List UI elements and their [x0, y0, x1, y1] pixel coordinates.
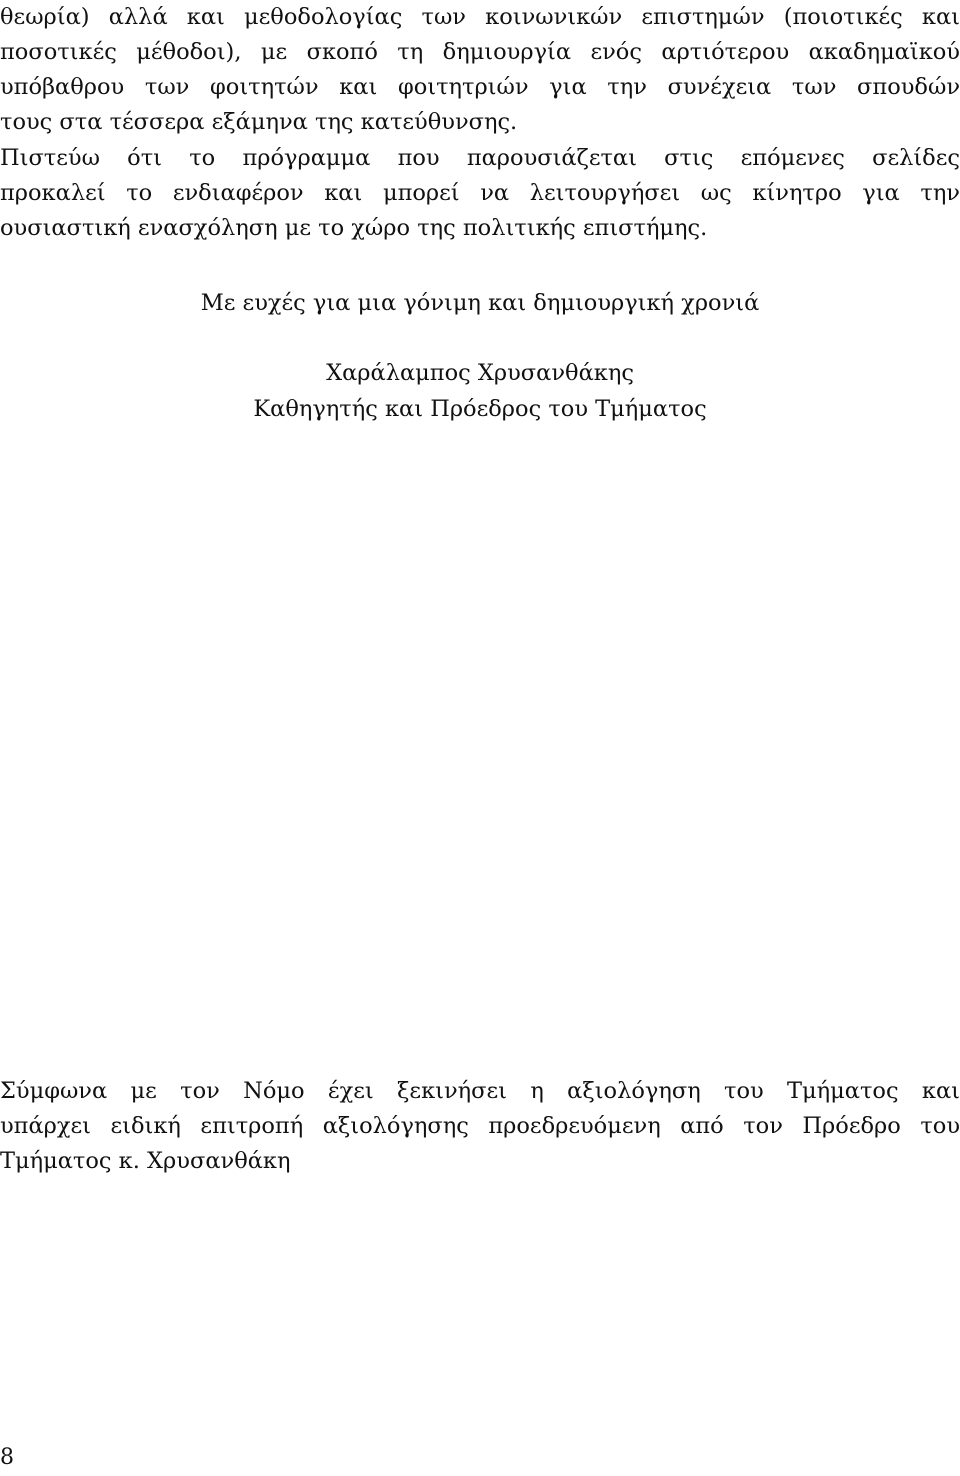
- paragraph-line: Πιστεύω ότι το πρόγραμμα που παρουσιάζεται στις επόμενες σελίδες: [0, 145, 960, 171]
- paragraph-line: ουσιαστική ενασχόληση με το χώρο της πολιτικής επιστήμης.: [0, 215, 708, 241]
- paragraph-line: τους στα τέσσερα εξάμηνα της κατεύθυνσης.: [0, 109, 518, 135]
- paragraph-line: προκαλεί το ενδιαφέρον και μπορεί να λειτουργήσει ως κίνητρο για την: [0, 180, 960, 206]
- paragraph-line: υπάρχει ειδική επιτροπή αξιολόγησης προεδρευόμενη από τον Πρόεδρο του: [0, 1113, 960, 1139]
- signatory-name: Χαράλαμπος Χρυσανθάκης: [326, 360, 634, 386]
- paragraph-line: ποσοτικές μέθοδοι), με σκοπό τη δημιουργία ενός αρτιότερου ακαδημαϊκού: [0, 39, 960, 65]
- paragraph-line: Τμήματος κ. Χρυσανθάκη: [0, 1148, 291, 1174]
- paragraph-line: θεωρία) αλλά και μεθοδολογίας των κοινωνικών επιστημών (ποιοτικές και: [0, 4, 960, 30]
- page-number: 8: [0, 1445, 14, 1470]
- paragraph-line: υπόβαθρου των φοιτητών και φοιτητριών για την συνέχεια των σπουδών: [0, 74, 960, 100]
- wishes-line: Με ευχές για μια γόνιμη και δημιουργική χρονιά: [200, 290, 760, 316]
- signatory-title: Καθηγητής και Πρόεδρος του Τμήματος: [253, 396, 707, 422]
- paragraph-line: Σύμφωνα με τον Νόμο έχει ξεκινήσει η αξιολόγηση του Τμήματος και: [0, 1078, 960, 1104]
